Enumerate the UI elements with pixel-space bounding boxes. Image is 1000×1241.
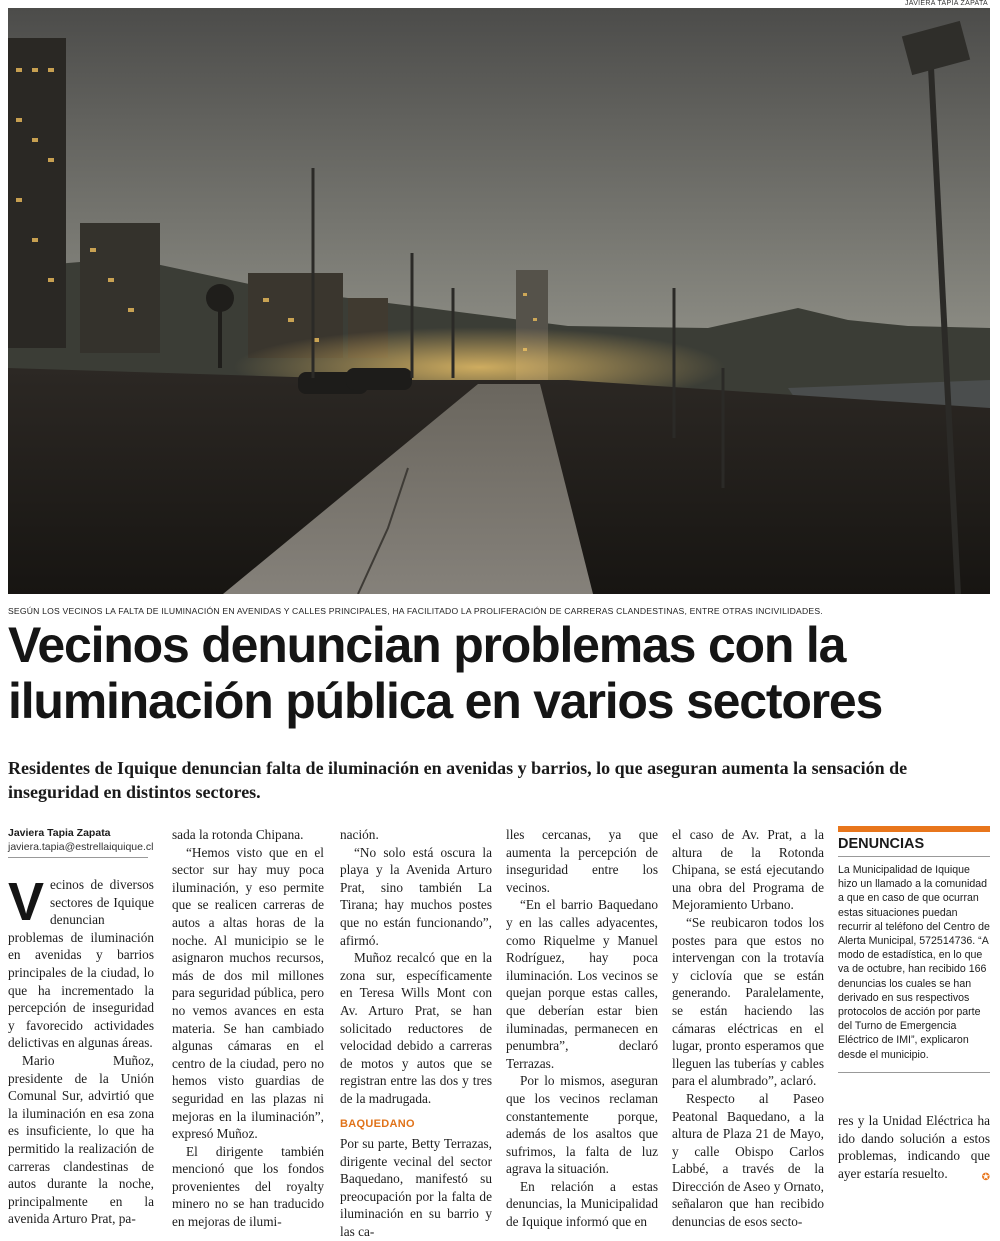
sidebar-accent-bar (838, 826, 990, 832)
paragraph-text: ecinos de diversos sectores de Iquique denuncian problemas de iluminación en avenidas y barrios principales de la ciudad, lo que ha incrementado la percepción de inseguridad y favorecido actividades delictivas en algunas áreas. (8, 877, 154, 1051)
article-column-5 (672, 826, 824, 1231)
sidebar-end-divider (838, 1072, 990, 1073)
photo-caption: SEGÚN LOS VECINOS LA FALTA DE ILUMINACIÓN EN AVENIDAS Y CALLES PRINCIPALES, HA FACILITADO LA PROLIFERACIÓN DE CARRERAS CLANDESTINAS, ENTRE OTRAS INCIVILIDADES. (8, 606, 823, 616)
author-email: javiera.tapia@estrellaiquique.cl (8, 841, 154, 853)
sidebar-text: La Municipalidad de Iquique hizo un llamado a la comunidad a que en caso de que ocurran estas situaciones puedan recurrir al teléfono del Centro de Alerta Municipal, 572514736. “A modo de estadística, en lo que va de octubre, han recibido 166 denuncias los cuales se han derivado en sus respectivos protocolos de acción por parte del Turno de Emergencia Eléctrico de IMI”, explicaron desde el municipio. (838, 864, 990, 1061)
body-paragraph: “No solo está oscura la playa y la Avenida Arturo Prat, sino también La Tirana; hay muchos postes que no están funcionando”, afirmó. (340, 844, 492, 948)
article-column-1 (8, 826, 154, 1228)
end-mark-icon: ✪ (981, 1171, 990, 1183)
headline-line-2: iluminación pública en varios sectores (8, 673, 883, 729)
body-paragraph: el caso de Av. Prat, a la altura de la Rotonda Chipana, se está ejecutando una obra del Programa de Mejoramiento Urbano. (672, 827, 824, 913)
body-paragraph: “Hemos visto que en el sector sur hay muy poca iluminación, y eso permite que se realicen carreras de autos a altas horas de la noche. Al municipio se le asignaron muchos recursos, más de dos mil millones para seguridad pública, pero no vemos avances en esta materia. Se han cambiado algunas cámaras en el centro de la ciudad, pero no hemos visto guardias de seguridad en las plazas ni mejoras en la iluminación”, expresó Muñoz. (172, 844, 324, 1142)
article-column-6 (838, 1112, 990, 1186)
body-paragraph: nación. (340, 827, 379, 842)
body-paragraph: lles cercanas, ya que aumenta la percepción de inseguridad entre los vecinos. (506, 827, 658, 895)
article-column-4 (506, 826, 658, 1231)
body-paragraph: Mario Muñoz, presidente de la Unión Comunal Sur, advirtió que la iluminación en esa zona es insuficiente, lo que ha permitido la realización de carreras clandestinas de autos durante la noche, principalmente en la avenida Arturo Prat, pa- (8, 1052, 154, 1227)
body-paragraph: Muñoz recalcó que en la zona sur, específicamente en Teresa Wills Mont con Av. Arturo Prat, se han solicitado reductores de velocidad debido a carreras de motos y autos que se registran entre las dos y tres de la madrugada. (340, 950, 492, 1106)
body-paragraph: Por lo mismos, aseguran que los vecinos reclaman constantemente porque, además de los asaltos que sufrimos, la falta de luz agrava la situación. (506, 1073, 658, 1177)
body-paragraph (8, 872, 154, 1052)
byline (8, 826, 154, 854)
article-column-3 (340, 826, 492, 1241)
body-paragraph: sada la rotonda Chipana. (172, 827, 304, 842)
headline-line-1: Vecinos denuncian problemas con la (8, 617, 846, 673)
body-paragraph: En relación a estas denuncias, la Municipalidad de Iquique informó que en (506, 1178, 658, 1230)
lead-paragraph: Residentes de Iquique denuncian falta de iluminación en avenidas y barrios, lo que aseguran aumenta la sensación de inseguridad en distintos sectores. (8, 758, 908, 802)
section-subhead: BAQUEDANO (340, 1117, 415, 1130)
photo-credit: JAVIERA TAPIA ZAPATA (904, 0, 988, 7)
body-paragraph: El dirigente también mencionó que los fondos provenientes del royalty minero no se han traducido en mejoras de ilumi- (172, 1143, 324, 1230)
sidebar-title: DENUNCIAS (838, 836, 925, 852)
drop-cap: V (8, 872, 45, 932)
denuncias-sidebar (838, 826, 990, 1073)
night-promenade-photo (8, 8, 990, 594)
body-paragraph: “En el barrio Baquedano y en las calles adyacentes, como Riquelme y Manuel Rodríguez, hay poca iluminación. Los vecinos se quejan porque estas calles, que deberían estar bien iluminadas, permanecen en penumbra”, declaró Terrazas. (506, 897, 658, 1071)
article-column-2 (172, 826, 324, 1231)
sidebar-divider (838, 856, 990, 857)
paragraph-text: res y la Unidad Eléctrica ha ido dando solución a estos problemas, indicando que ayer estaría resuelto. (838, 1113, 990, 1181)
author-name: Javiera Tapia Zapata (8, 827, 111, 839)
body-paragraph: Por su parte, Betty Terrazas, dirigente vecinal del sector Baquedano, manifestó su preocupación por la falta de iluminación en su barrio y las ca- (340, 1136, 492, 1240)
body-paragraph: Respecto al Paseo Peatonal Baquedano, a la altura de Plaza 21 de Mayo, y calle Obispo Carlos Labbé, a través de la Dirección de Aseo y Ornato, señalaron que han recibido denuncias de esos secto- (672, 1090, 824, 1230)
byline-divider (8, 857, 148, 858)
headline (8, 617, 992, 729)
body-paragraph: “Se reubicaron todos los postes para que estos no intervengan con la trotavía y ciclovía que se están generando. Paralelamente, se están haciendo las cámaras eléctricas en el lugar, pronto esperamos que lleguen las tuberías y cables para el alumbrado”, aclaró. (672, 914, 824, 1089)
body-paragraph (838, 1112, 990, 1182)
